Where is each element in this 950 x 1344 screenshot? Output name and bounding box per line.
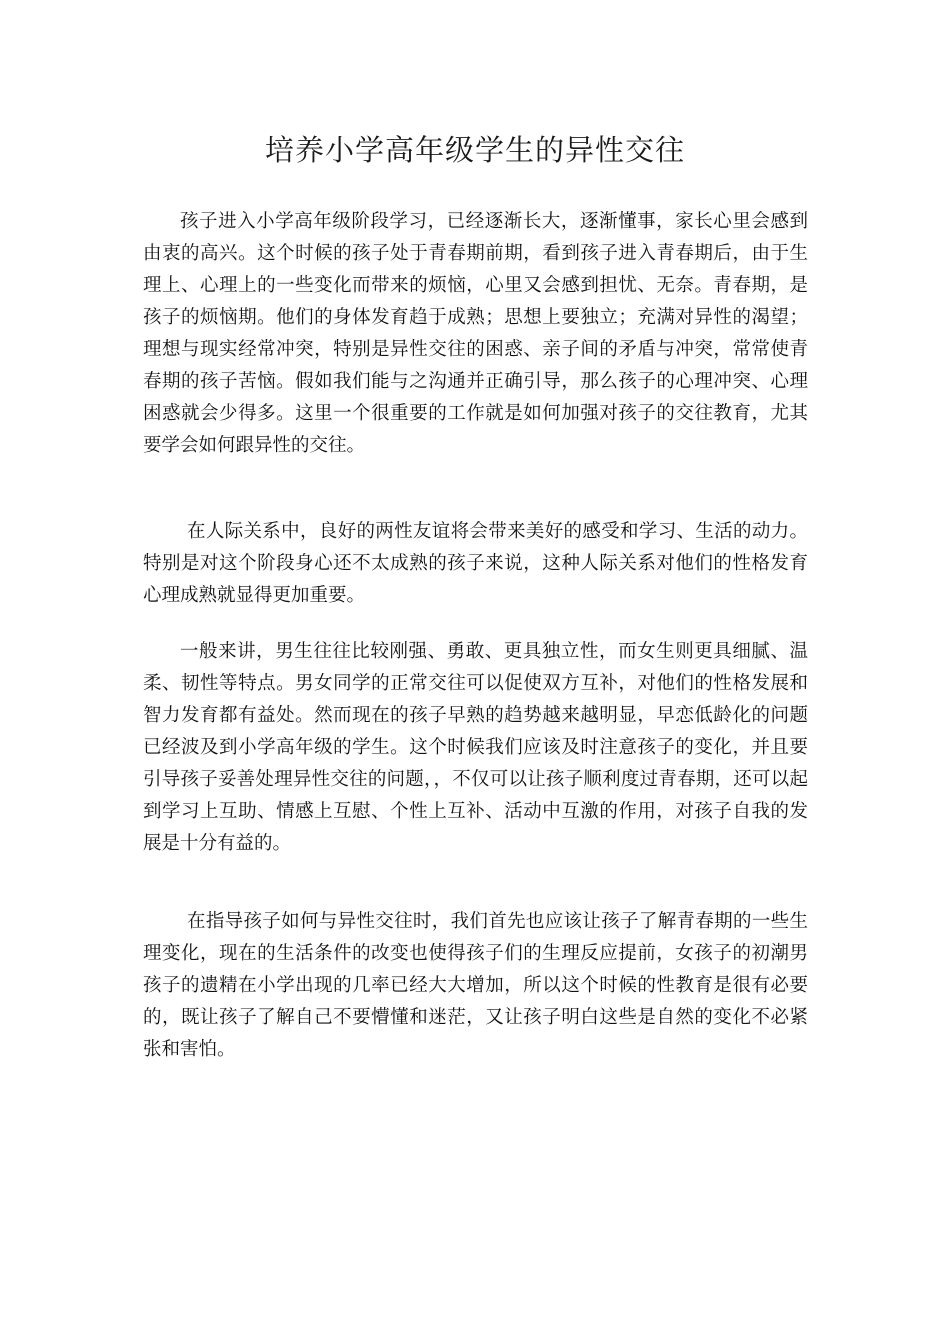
paragraph-4: 在指导孩子如何与异性交往时，我们首先也应该让孩子了解青春期的一些生理变化，现在的生活条件的改变也使得孩子们的生理反应提前，女孩子的初潮男孩子的遗精在小学出现的几率已经大大增加，所以这个时候的性教育是很有必要的，既让孩子了解自己不要懵懂和迷茫，又让孩子明白这些是自然的变化不必紧张和害怕。 — [143, 911, 808, 1060]
paragraph-3: 一般来讲，男生往往比较刚强、勇敢、更具独立性，而女生则更具细腻、温柔、韧性等特点。男女同学的正常交往可以促使双方互补，对他们的性格发展和智力发育都有益处。然而现在的孩子早熟的趋势越来越明显，早恋低龄化的问题已经波及到小学高年级的学生。这个时候我们应该及时注意孩子的变化，并且要引导孩子妥善处理异性交往的问题，，不仅可以让孩子顺利度过青春期，还可以起到学习上互助、情感上互慰、个性上互补、活动中互激的作用，对孩子自我的发展是十分有益的。 — [143, 641, 808, 854]
paragraph-2: 在人际关系中，良好的两性友谊将会带来美好的感受和学习、生活的动力。特别是对这个阶段身心还不太成熟的孩子来说，这种人际关系对他们的性格发育心理成熟就显得更加重要。 — [143, 521, 808, 606]
document-title: 培养小学高年级学生的异性交往 — [264, 133, 685, 167]
paragraph-1: 孩子进入小学高年级阶段学习，已经逐渐长大，逐渐懂事，家长心里会感到由衷的高兴。这个时候的孩子处于青春期前期，看到孩子进入青春期后，由于生理上、心理上的一些变化而带来的烦恼，心里又会感到担忧、无奈。青春期，是孩子的烦恼期。他们的身体发育趋于成熟；思想上要独立；充满对异性的渴望；理想与现实经常冲突，特别是异性交往的困惑、亲子间的矛盾与冲突，常常使青春期的孩子苦恼。假如我们能与之沟通并正确引导，那么孩子的心理冲突、心理困惑就会少得多。这里一个很重要的工作就是如何加强对孩子的交往教育，尤其要学会如何跟异性的交往。 — [143, 211, 808, 456]
